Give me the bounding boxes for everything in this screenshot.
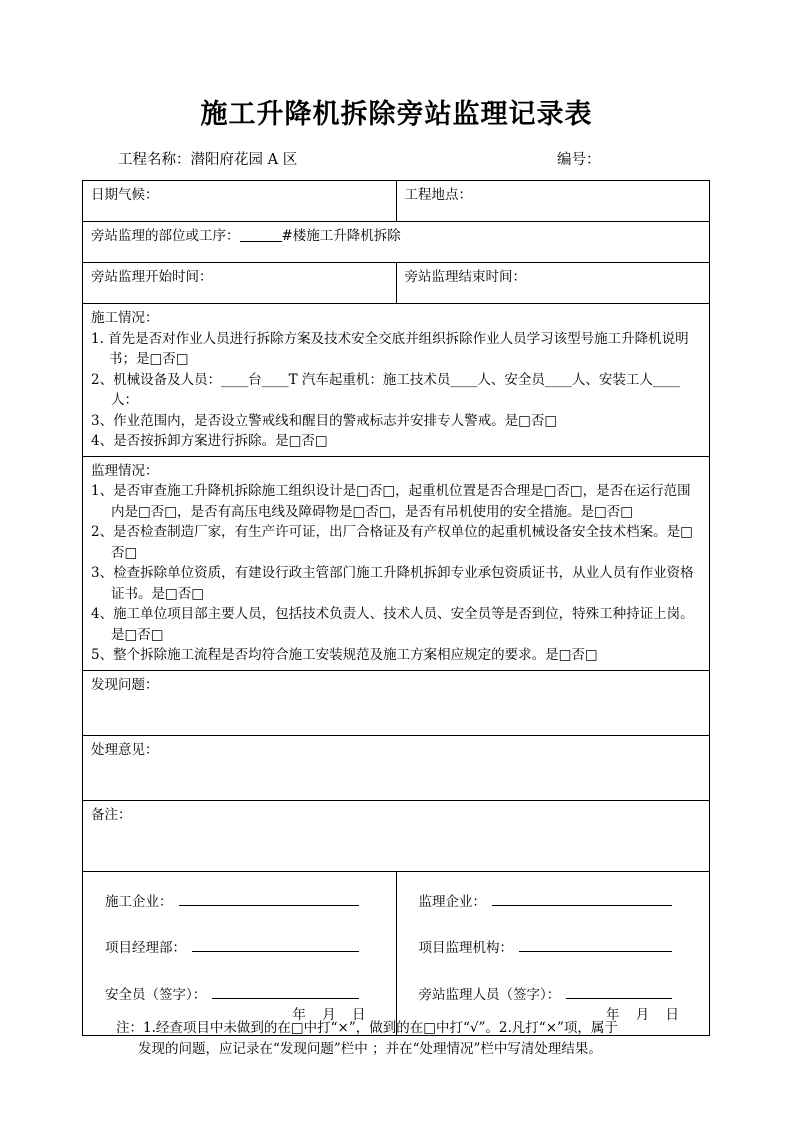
cell-construction-situation xyxy=(83,304,710,457)
construction-item-1: 1. 首先是否对作业人员进行拆除方案及技术安全交底并组织拆除作业人员学习该型号施工升降机说明书；是□否□ xyxy=(91,330,689,367)
cell-weather xyxy=(83,181,397,222)
supervisor-signature-label: 旁站监理人员（签字）： xyxy=(418,986,561,1003)
safety-officer-input[interactable] xyxy=(212,985,358,999)
cell-signature-construction xyxy=(83,871,397,1036)
cell-signature-supervision xyxy=(396,871,710,1036)
supervision-item-3: 3、检查拆除单位资质，有建设行政主管部门施工升降机拆卸专业承包资质证书，从业人员有作业资格证书。是□否□ xyxy=(91,565,694,602)
cell-issues-found xyxy=(83,670,710,735)
safety-officer-label: 安全员（签字）： xyxy=(105,986,207,1003)
construction-company-field xyxy=(105,892,377,913)
cell-handling-opinion xyxy=(83,735,710,800)
construction-company-label: 施工企业： xyxy=(105,893,173,910)
remarks-label: 备注： xyxy=(91,806,132,823)
table-row-supervision xyxy=(83,456,710,670)
supervision-item-2: 2、是否检查制造厂家，有生产许可证，出厂合格证及有产权单位的起重机械设备安全技术档案。是□否□ xyxy=(91,524,693,561)
start-time-label: 旁站监理开始时间： xyxy=(91,269,213,285)
signature-block-construction xyxy=(91,876,389,1006)
part-label: 旁站监理的部位或工序： xyxy=(91,228,240,244)
footer-note-line-2: 发现的问题，应记录在“发现问题”栏中 ；并在“处理情况”栏中写清处理结果。 xyxy=(138,1041,602,1057)
cell-start-time xyxy=(83,263,397,304)
construction-company-input[interactable] xyxy=(179,892,359,906)
table-row-weather-location xyxy=(83,181,710,222)
cell-part xyxy=(83,222,710,263)
table-row-handling xyxy=(83,735,710,800)
supervision-org-field xyxy=(419,938,691,959)
cell-supervision-situation xyxy=(83,456,710,670)
construction-item-4: 4、是否按拆卸方案进行拆除。是□否□ xyxy=(91,433,328,449)
table-row-remarks xyxy=(83,800,710,871)
table-row-part xyxy=(83,222,710,263)
table-row-issues xyxy=(83,670,710,735)
cell-end-time xyxy=(396,263,710,304)
location-label: 工程地点： xyxy=(404,187,472,203)
supervision-org-label: 项目监理机构： xyxy=(418,940,513,956)
handling-label: 处理意见： xyxy=(91,741,159,758)
construction-date-label: 年 月 日 xyxy=(292,1006,372,1023)
supervision-heading: 监理情况： xyxy=(91,462,159,479)
weather-label: 日期气候： xyxy=(91,187,159,203)
table-row-signatures xyxy=(83,871,710,1036)
project-name-value: 潜阳府花园 A 区 xyxy=(190,152,298,168)
supervisor-signature-input[interactable] xyxy=(566,985,672,999)
supervision-item-5: 5、整个拆除施工流程是否均符合施工安装规范及施工方案相应规定的要求。是□否□ xyxy=(91,647,598,663)
supervision-company-field xyxy=(419,892,691,913)
cell-location xyxy=(396,181,710,222)
page-title: 施工升降机拆除旁站监理记录表 xyxy=(200,99,593,130)
project-code-label: 编号： xyxy=(557,152,601,168)
signature-block-supervision xyxy=(405,876,703,1006)
project-name-field xyxy=(118,148,297,172)
supervision-item-4: 4、施工单位项目部主要人员，包括技术负责人、技术人员、安全员等是否到位，特殊工种持证上岗。是□否□ xyxy=(91,606,694,643)
footer-note-line-1: 注：1.经查项目中未做到的在□中打“×”，做到的在□中打“√”。2.凡打“×”项，属于 xyxy=(116,1020,618,1036)
safety-officer-field xyxy=(105,985,377,1006)
project-dept-label: 项目经理部： xyxy=(105,940,186,956)
table-row-times xyxy=(83,263,710,304)
supervision-company-input[interactable] xyxy=(492,892,672,906)
part-blank-line xyxy=(240,227,282,242)
supervisor-signature-field xyxy=(419,985,691,1006)
construction-heading: 施工情况： xyxy=(91,310,159,326)
cell-remarks xyxy=(83,800,710,871)
construction-item-3: 3、作业范围内，是否设立警戒线和醒目的警戒标志并安排专人警戒。是□否□ xyxy=(91,412,558,429)
supervision-record-table xyxy=(82,180,710,1036)
table-row-construction xyxy=(83,304,710,457)
footer-note xyxy=(116,1018,708,1060)
supervision-date-label: 年 月 日 xyxy=(605,1006,685,1023)
sub-header xyxy=(118,148,718,172)
project-name-label: 工程名称： xyxy=(118,152,191,168)
supervision-org-input[interactable] xyxy=(519,938,672,952)
project-dept-field xyxy=(105,938,377,959)
supervision-company-label: 监理企业： xyxy=(418,893,486,910)
supervision-item-1: 1、是否审查施工升降机拆除施工组织设计是□否□，起重机位置是否合理是□否□，是否在运行范围内是□否□，是否有高压电线及障碍物是□否□，是否有吊机使用的安全措施。是□否□ xyxy=(91,483,691,520)
part-value: #楼施工升降机拆除 xyxy=(281,228,401,244)
issues-label: 发现问题： xyxy=(91,676,159,693)
construction-item-2: 2、机械设备及人员：____台____T 汽车起重机：施工技术员____人、安全员____人、安装工人____人： xyxy=(91,371,680,408)
project-dept-input[interactable] xyxy=(192,938,359,952)
end-time-label: 旁站监理结束时间： xyxy=(404,269,526,285)
